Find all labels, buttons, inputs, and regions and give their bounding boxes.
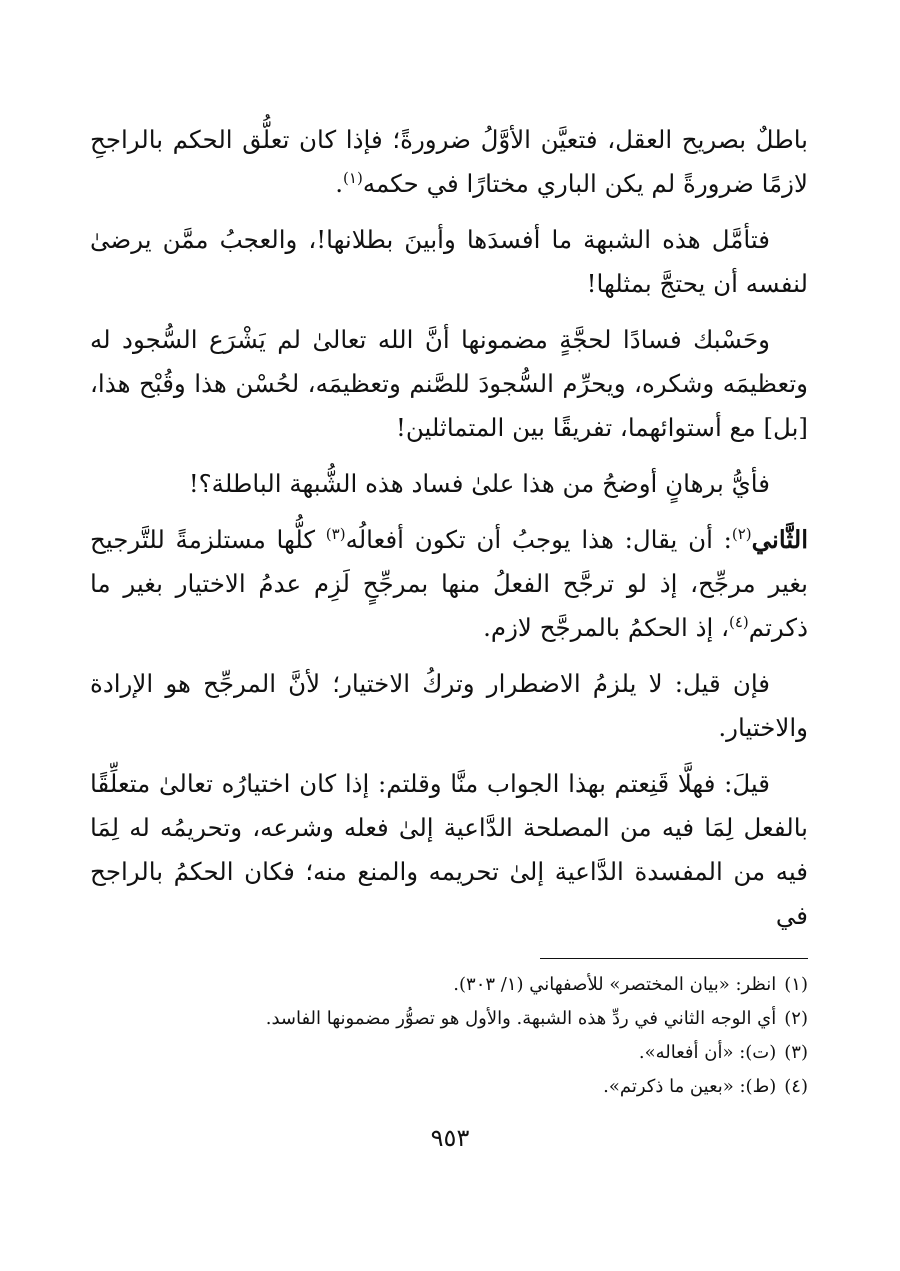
text-segment: كلُّها مستلزمةً للتَّرجيح بغير مرجِّح، إذ لو ترجَّح الفعلُ منها بمرجِّحٍ لَزِم عدمُ الاختيار بغير ما ذكرتم [90, 525, 808, 642]
footnote-divider [540, 958, 808, 959]
page-number: ٩٥٣ [430, 1124, 470, 1152]
footnote [90, 1002, 808, 1036]
text-segment: باطلٌ بصريح العقل، فتعيَّن الأوَّلُ ضرورةً؛ فإذا كان تعلُّق الحكم بالراجحِ لازمًا ضرورةً لم يكن الباري مختارًا في حكمه [90, 125, 808, 198]
footnote-text: (ط): «بعين ما ذكرتم». [603, 1076, 777, 1097]
footnotes-section [90, 968, 808, 1104]
paragraph [90, 762, 808, 938]
text-segment: قيلَ: فهلَّا قَنِعتم بهذا الجواب منَّا وقلتم: إذا كان اختيارُه تعالىٰ متعلِّقًا بالفعل لِمَا فيه من المصلحة الدَّاعية إلىٰ فعله وشرعه، وتحريمُه له لِمَا فيه من المفسدة الدَّاعية إلىٰ تحريمه والمنع منه؛ فكان الحكمُ بالراجح في [90, 769, 808, 930]
footnote-number: (٤) [784, 1076, 808, 1097]
text-segment: . [335, 169, 344, 198]
paragraph [90, 218, 808, 306]
text-segment: وحَسْبك فسادًا لحجَّةٍ مضمونها أنَّ الله تعالىٰ لم يَشْرَع السُّجود له وتعظيمَه وشكره، ويحرِّم السُّجودَ للصَّنم وتعظيمَه، لحُسْن هذا وقُبْح هذا، [بل] مع أستوائهما، تفريقًا بين المتماثلين! [90, 325, 808, 442]
text-segment: ، إذ الحكمُ بالمرجَّح لازم. [483, 613, 729, 642]
paragraph [90, 118, 808, 206]
text-segment: فإن قيل: لا يلزمُ الاضطرار وتركُ الاختيار؛ لأنَّ المرجِّح هو الإرادة والاختيار. [90, 669, 808, 742]
footnote-text: (ت): «أن أفعاله». [638, 1042, 777, 1063]
footnote [90, 1070, 808, 1104]
footnote-text: انظر: «بيان المختصر» للأصفهاني (١/ ٣٠٣). [453, 974, 777, 995]
text-segment: : أن يقال: هذا يوجبُ أن تكون أفعالُه [345, 525, 732, 554]
footnote-number: (٣) [784, 1042, 808, 1063]
footnote-text: أي الوجه الثاني في ردِّ هذه الشبهة. والأول هو تصوُّر مضمونها الفاسد. [265, 1008, 777, 1029]
footnote-reference: (٢) [731, 524, 752, 543]
paragraph [90, 318, 808, 450]
footnote [90, 1036, 808, 1070]
footnote-number: (١) [784, 974, 808, 995]
footnote-number: (٢) [784, 1008, 808, 1029]
paragraph [90, 518, 808, 650]
footnote-reference: (١) [343, 168, 363, 187]
main-text [90, 118, 808, 950]
text-segment: فتأمَّل هذه الشبهة ما أفسدَها وأبينَ بطلانها!، والعجبُ ممَّن يرضىٰ لنفسه أن يحتجَّ بمثلها! [90, 225, 808, 298]
footnote-reference: (٤) [729, 612, 749, 631]
footnote-reference: (٣) [325, 524, 346, 543]
paragraph [90, 662, 808, 750]
paragraph [90, 462, 808, 506]
section-heading-word: الثَّاني [751, 525, 809, 554]
text-segment: فأيُّ برهانٍ أوضحُ من هذا علىٰ فساد هذه الشُّبهة الباطلة؟! [188, 469, 770, 498]
footnote [90, 968, 808, 1002]
